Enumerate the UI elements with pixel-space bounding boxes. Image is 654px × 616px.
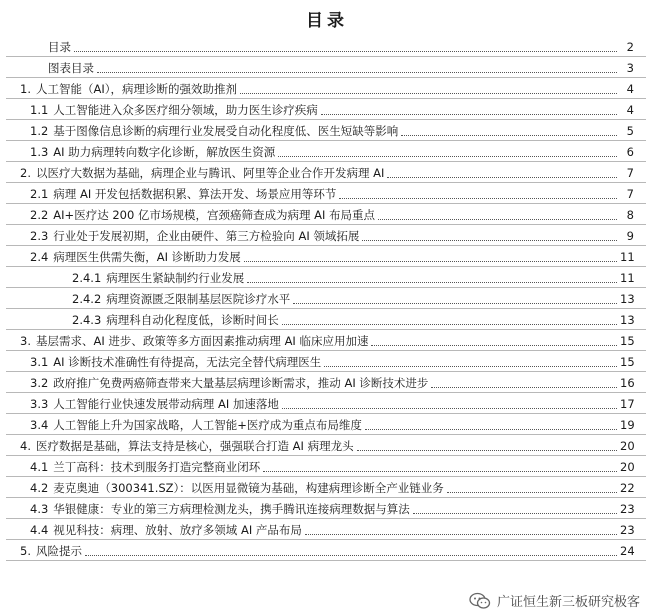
dot-leader [293,302,617,304]
toc-entry-number: 2.2 [30,208,49,222]
toc-entry-page: 3 [626,61,634,75]
dot-leader [362,239,617,241]
toc-entry-page: 20 [620,460,635,474]
toc-entry-number: 4.3 [30,502,49,516]
toc-entry-title: AI+医疗达 200 亿市场规模，宫颈癌筛查成为病理 AI 布局重点 [53,208,376,222]
dot-leader [447,491,617,493]
toc-entry-page: 13 [620,292,635,306]
toc-entry-title: 兰丁高科：技术到服务打造完整商业闭环 [53,460,261,474]
toc-entry[interactable] [30,141,634,163]
dot-leader [413,512,617,514]
toc-entry[interactable] [30,99,634,121]
toc-entry[interactable] [30,351,634,373]
toc-entry-page: 15 [620,355,635,369]
toc-entry-title: 病理医生供需失衡，AI 诊断助力发展 [53,250,241,264]
toc-entry[interactable] [48,36,634,58]
toc-entry-title: 政府推广免费两癌筛查带来大量基层病理诊断需求，推动 AI 诊断技术进步 [53,376,429,390]
dot-leader [365,428,617,430]
toc-entry-title: 医疗数据是基础，算法支持是核心，强强联合打造 AI 病理龙头 [36,439,354,453]
toc-entry-title: 风险提示 [36,544,82,558]
toc-entry-title: 病理资源匮乏限制基层医院诊疗水平 [106,292,291,306]
toc-entry-page: 4 [626,82,634,96]
dot-leader [74,50,617,52]
dot-leader [282,323,617,325]
toc-entry-title: AI 助力病理转向数字化诊断，解放医生资源 [53,145,276,159]
toc-entry-number: 2.3 [30,229,49,243]
toc-entry-number: 4. [20,439,31,453]
toc-entry-number: 2.4.3 [72,313,102,327]
toc-entry-page: 23 [620,523,635,537]
toc-entry-page: 15 [620,334,635,348]
dot-leader [339,197,617,199]
toc-entry-title: 图表目录 [48,61,94,75]
toc-entry-page: 7 [626,166,634,180]
toc-entry-page: 13 [620,313,635,327]
toc-entry-title: 人工智能行业快速发展带动病理 AI 加速落地 [53,397,279,411]
dot-leader [305,533,617,535]
toc-entry[interactable] [30,456,634,478]
toc-entry-number: 5. [20,544,31,558]
toc-entry-page: 6 [626,145,634,159]
toc-entry-page: 24 [620,544,635,558]
toc-entry-title: 视见科技：病理、放射、放疗多领域 AI 产品布局 [53,523,302,537]
toc-entry[interactable] [6,435,634,457]
toc-entry-number: 1.2 [30,124,49,138]
dot-leader [278,155,617,157]
toc-entry-title: 基于图像信息诊断的病理行业发展受自动化程度低、医生短缺等影响 [53,124,399,138]
dot-leader [357,449,617,451]
toc-entry-title: AI 诊断技术准确性有待提高，无法完全替代病理医生 [53,355,322,369]
dot-leader [371,344,617,346]
toc-entry[interactable] [30,414,634,436]
toc-entry[interactable] [48,57,634,79]
toc-entry-page: 2 [626,40,634,54]
toc-entry-number: 3.1 [30,355,49,369]
toc-entry-number: 1.1 [30,103,49,117]
toc-entry-number: 4.2 [30,481,49,495]
dot-leader [324,365,617,367]
toc-entry-page: 16 [620,376,635,390]
dot-leader [378,218,617,220]
toc-entry[interactable] [30,393,634,415]
toc-entry[interactable] [6,78,634,100]
toc-entry-page: 5 [626,124,634,138]
page-title: 目录 [306,11,348,31]
toc-entry[interactable] [30,204,634,226]
toc-entry-page: 11 [620,250,635,264]
toc-entry-number: 3.4 [30,418,49,432]
toc-entry[interactable] [30,498,634,520]
toc-entry[interactable] [72,309,634,331]
toc-entry[interactable] [30,183,634,205]
toc-entry-title: 人工智能进入众多医疗细分领域，助力医生诊疗疾病 [53,103,318,117]
toc-entry-number: 3.3 [30,397,49,411]
dot-leader [263,470,617,472]
toc-entry-number: 1.3 [30,145,49,159]
toc-entry[interactable] [30,519,634,541]
dot-leader [431,386,617,388]
toc-entry[interactable] [30,477,634,499]
toc-entry-title: 人工智能（AI），病理诊断的强效助推剂 [36,82,238,96]
toc-entry[interactable] [6,540,634,562]
toc-entry-number: 1. [20,82,31,96]
toc-entry-page: 11 [620,271,635,285]
dot-leader [282,407,617,409]
toc-entry-page: 20 [620,439,635,453]
dot-leader [240,92,617,94]
toc-entry[interactable] [30,372,634,394]
toc-entry[interactable] [72,288,634,310]
toc-entry-number: 4.1 [30,460,49,474]
toc-entry-page: 7 [626,187,634,201]
dot-leader [244,260,617,262]
toc-entry-page: 8 [626,208,634,222]
dot-leader [85,554,617,556]
toc-entry-title: 行业处于发展初期，企业由硬件、第三方检验向 AI 领域拓展 [53,229,360,243]
toc-entry-number: 2.1 [30,187,49,201]
toc-entry[interactable] [30,246,634,268]
toc-entry[interactable] [6,162,634,184]
toc-entry-title: 华银健康：专业的第三方病理检测龙头，携手腾讯连接病理数据与算法 [53,502,410,516]
toc-entry-number: 2. [20,166,31,180]
toc-entry-number: 3.2 [30,376,49,390]
toc-entry-page: 4 [626,103,634,117]
toc-entry-page: 23 [620,502,635,516]
dot-leader [401,134,617,136]
toc-entry[interactable] [72,267,634,289]
toc-entry-title: 基层需求、AI 进步、政策等多方面因素推动病理 AI 临床应用加速 [36,334,369,348]
row-divider [6,560,646,561]
toc-entry-title: 目录 [48,40,71,54]
dot-leader [321,113,617,115]
toc-entry-title: 病理科自动化程度低，诊断时间长 [106,313,279,327]
toc-entry-number: 2.4 [30,250,49,264]
toc-entry-title: 以医疗大数据为基础，病理企业与腾讯、阿里等企业合作开发病理 AI [36,166,385,180]
toc-entry[interactable] [6,330,634,352]
dot-leader [387,176,617,178]
toc-entry-number: 3. [20,334,31,348]
toc-entry-page: 17 [620,397,635,411]
toc-entry-page: 19 [620,418,635,432]
watermark [469,591,640,610]
toc-entry-number: 2.4.2 [72,292,102,306]
toc-entry[interactable] [30,120,634,142]
toc-entry-title: 病理医生紧缺制约行业发展 [106,271,245,285]
toc-entry-page: 9 [626,229,634,243]
wechat-icon [469,592,491,610]
watermark-text: 广证恒生新三板研究极客 [496,595,640,610]
dot-leader [97,71,617,73]
toc-entry-page: 22 [620,481,635,495]
toc-entry-title: 病理 AI 开发包括数据积累、算法开发、场景应用等环节 [53,187,337,201]
toc-entry-title: 人工智能上升为国家战略，人工智能+医疗成为重点布局维度 [53,418,362,432]
toc-entry[interactable] [30,225,634,247]
dot-leader [247,281,617,283]
toc-entry-title: 麦克奥迪（300341.SZ）：以医用显微镜为基础，构建病理诊断全产业链业务 [53,481,444,495]
toc-entry-number: 2.4.1 [72,271,102,285]
toc-entry-number: 4.4 [30,523,49,537]
